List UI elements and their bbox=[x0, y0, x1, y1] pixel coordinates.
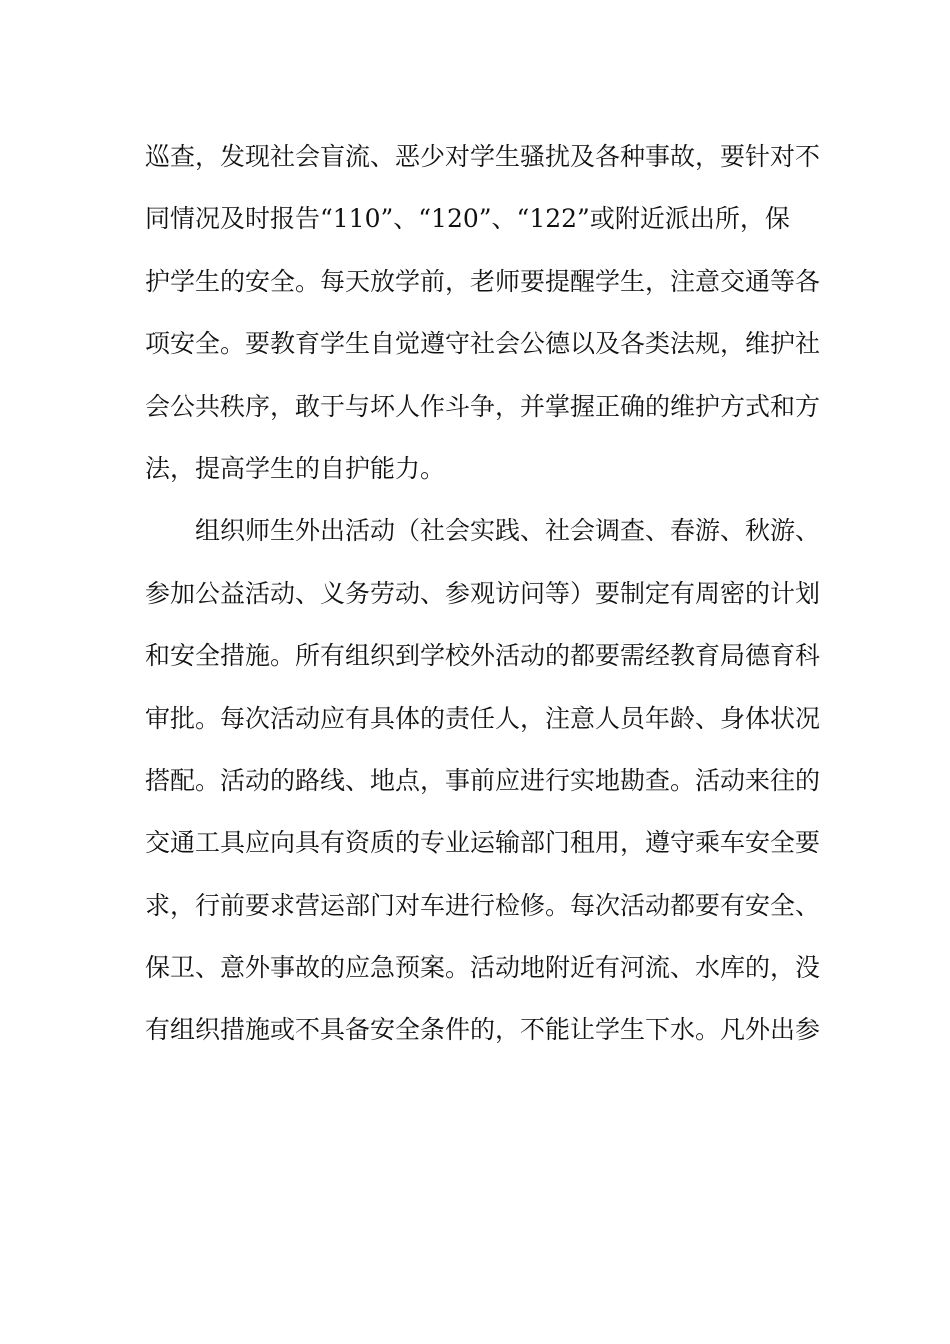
text-line: 项安全。要教育学生自觉遵守社会公德以及各类法规，维护社 bbox=[145, 329, 821, 359]
text-line: 求，行前要求营运部门对车进行检修。每次活动都要有安全、 bbox=[145, 890, 821, 920]
text-line: 护学生的安全。每天放学前，老师要提醒学生，注意交通等各 bbox=[145, 266, 821, 296]
text-line: 和安全措施。所有组织到学校外活动的都要需经教育局德育科 bbox=[145, 641, 821, 671]
paragraph-first-line: 组织师生外出活动（社会实践、社会调查、春游、秋游、 bbox=[195, 516, 821, 546]
text-line: 法，提高学生的自护能力。 bbox=[145, 453, 446, 483]
text-line: 同情况及时报告“110”、“120”、“122”或附近派出所，保 bbox=[145, 204, 790, 234]
text-line: 保卫、意外事故的应急预案。活动地附近有河流、水库的，没 bbox=[145, 953, 821, 983]
text-line: 会公共秩序，敢于与坏人作斗争，并掌握正确的维护方式和方 bbox=[145, 391, 821, 421]
body-text bbox=[145, 126, 821, 1062]
text-line: 审批。每次活动应有具体的责任人，注意人员年龄、身体状况 bbox=[145, 703, 821, 733]
text-line: 有组织措施或不具备安全条件的，不能让学生下水。凡外出参 bbox=[145, 1015, 821, 1045]
text-line: 交通工具应向具有资质的专业运输部门租用，遵守乘车安全要 bbox=[145, 828, 821, 858]
text-line: 搭配。活动的路线、地点，事前应进行实地勘查。活动来往的 bbox=[145, 765, 821, 795]
text-line: 参加公益活动、义务劳动、参观访问等）要制定有周密的计划 bbox=[145, 578, 821, 608]
text-line: 巡查，发现社会盲流、恶少对学生骚扰及各种事故，要针对不 bbox=[145, 142, 821, 171]
